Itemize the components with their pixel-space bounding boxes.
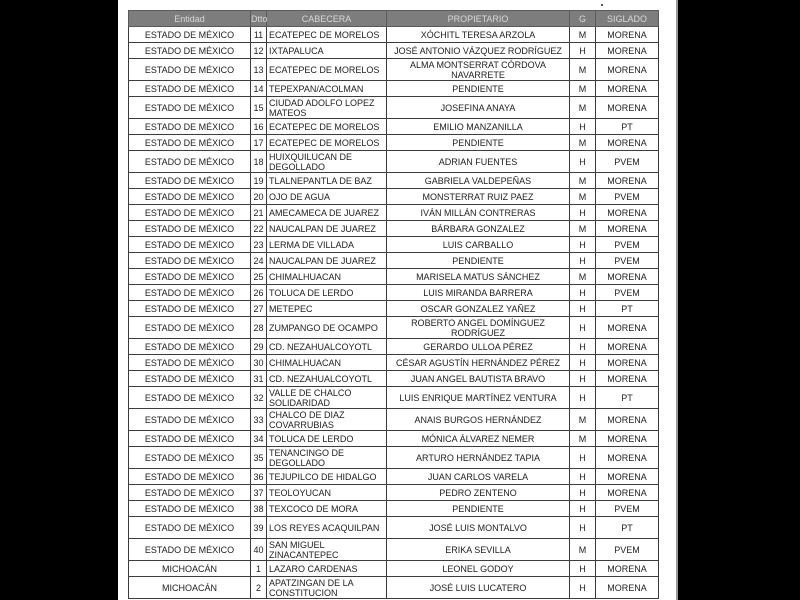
table-row [129,97,659,119]
cell-dtto: 12 [251,43,267,59]
cell-g: M [570,539,596,561]
cell-cabecera: CIUDAD ADOLFO LOPEZ MATEOS [267,97,387,119]
cell-g: H [570,339,596,355]
cell-entidad: ESTADO DE MÉXICO [129,469,251,485]
cell-dtto: 26 [251,285,267,301]
cell-g: M [570,269,596,285]
cell-cabecera: ZUMPANGO DE OCAMPO [267,317,387,339]
cell-cabecera: TLALNEPANTLA DE BAZ [267,173,387,189]
cell-dtto: 21 [251,205,267,221]
cell-propietario: PENDIENTE [387,81,570,97]
cell-cabecera: CD. NEZAHUALCOYOTL [267,371,387,387]
cell-dtto: 17 [251,135,267,151]
table-row [129,269,659,285]
cell-g: M [570,189,596,205]
cell-cabecera: LERMA DE VILLADA [267,237,387,253]
cell-dtto: 15 [251,97,267,119]
table-row [129,253,659,269]
cell-siglado: PVEM [596,189,659,205]
cell-propietario: JOSÉ LUIS LUCATERO [387,577,570,599]
cell-dtto: 38 [251,501,267,517]
cell-dtto: 39 [251,517,267,539]
table-row [129,317,659,339]
cell-siglado: MORENA [596,431,659,447]
cell-cabecera: NAUCALPAN DE JUAREZ [267,253,387,269]
cell-dtto: 30 [251,355,267,371]
cell-entidad: ESTADO DE MÉXICO [129,27,251,43]
cell-g: H [570,355,596,371]
cell-propietario: ADRIAN FUENTES [387,151,570,173]
cell-cabecera: OJO DE AGUA [267,189,387,205]
table-row [129,431,659,447]
cell-siglado: PT [596,119,659,135]
table-row [129,447,659,469]
cell-dtto: 22 [251,221,267,237]
cell-g: H [570,371,596,387]
cell-entidad: ESTADO DE MÉXICO [129,173,251,189]
cell-propietario: PENDIENTE [387,501,570,517]
cell-entidad: ESTADO DE MÉXICO [129,237,251,253]
cell-propietario: ROBERTO ANGEL DOMÍNGUEZ RODRÍGUEZ [387,317,570,339]
cell-cabecera: CHALCO DE DIAZ COVARRUBIAS [267,409,387,431]
table-row [129,409,659,431]
cell-propietario: LUIS ENRIQUE MARTÍNEZ VENTURA [387,387,570,409]
cell-dtto: 14 [251,81,267,97]
cell-dtto: 25 [251,269,267,285]
table-row [129,27,659,43]
cell-siglado: PVEM [596,151,659,173]
cell-g: H [570,577,596,599]
cell-dtto: 34 [251,431,267,447]
cell-cabecera: CD. NEZAHUALCOYOTL [267,339,387,355]
cell-g: M [570,431,596,447]
cell-siglado: PT [596,387,659,409]
cell-cabecera: SAN MIGUEL ZINACANTEPEC [267,539,387,561]
cell-siglado: PT [596,517,659,539]
cell-g: M [570,59,596,81]
table-row [129,151,659,173]
cell-siglado: MORENA [596,27,659,43]
cell-dtto: 2 [251,577,267,599]
cell-g: H [570,301,596,317]
table-row [129,173,659,189]
cell-cabecera: LAZARO CARDENAS [267,561,387,577]
cell-cabecera: ECATEPEC DE MORELOS [267,119,387,135]
cell-entidad: ESTADO DE MÉXICO [129,387,251,409]
table-row [129,59,659,81]
cell-entidad: ESTADO DE MÉXICO [129,119,251,135]
table-row [129,189,659,205]
cell-cabecera: IXTAPALUCA [267,43,387,59]
header-entidad: Entidad [129,11,251,27]
cell-cabecera: AMECAMECA DE JUAREZ [267,205,387,221]
cell-siglado: MORENA [596,485,659,501]
page-edge-line [676,0,678,600]
cell-cabecera: HUIXQUILUCAN DE DEGOLLADO [267,151,387,173]
cell-cabecera: TEOLOYUCAN [267,485,387,501]
cell-g: H [570,501,596,517]
cell-entidad: ESTADO DE MÉXICO [129,447,251,469]
cell-propietario: ANAIS BURGOS HERNÁNDEZ [387,409,570,431]
cell-dtto: 27 [251,301,267,317]
cell-cabecera: TEXCOCO DE MORA [267,501,387,517]
table-row [129,485,659,501]
cell-propietario: PENDIENTE [387,253,570,269]
cell-siglado: PVEM [596,539,659,561]
cell-siglado: MORENA [596,339,659,355]
cell-propietario: PEDRO ZENTENO [387,485,570,501]
cell-entidad: ESTADO DE MÉXICO [129,339,251,355]
cell-g: H [570,285,596,301]
table-row [129,561,659,577]
cell-g: M [570,81,596,97]
cell-g: H [570,205,596,221]
cell-cabecera: METEPEC [267,301,387,317]
cell-cabecera: VALLE DE CHALCO SOLIDARIDAD [267,387,387,409]
cell-entidad: ESTADO DE MÉXICO [129,205,251,221]
cell-entidad: ESTADO DE MÉXICO [129,301,251,317]
cell-siglado: MORENA [596,577,659,599]
cell-cabecera: APATZINGAN DE LA CONSTITUCION [267,577,387,599]
cell-entidad: ESTADO DE MÉXICO [129,517,251,539]
table-row [129,221,659,237]
cell-propietario: ERIKA SEVILLA [387,539,570,561]
cell-siglado: PVEM [596,501,659,517]
cell-g: M [570,409,596,431]
cell-g: M [570,97,596,119]
table-row [129,205,659,221]
cell-entidad: ESTADO DE MÉXICO [129,285,251,301]
header-siglado: SIGLADO [596,11,659,27]
cell-entidad: ESTADO DE MÉXICO [129,81,251,97]
table-row [129,301,659,317]
cell-siglado: MORENA [596,355,659,371]
cell-entidad: ESTADO DE MÉXICO [129,371,251,387]
cell-propietario: MARISELA MATUS SÁNCHEZ [387,269,570,285]
cell-dtto: 31 [251,371,267,387]
cell-entidad: ESTADO DE MÉXICO [129,501,251,517]
cell-cabecera: TEPEXPAN/ACOLMAN [267,81,387,97]
table-row [129,387,659,409]
table-row [129,43,659,59]
cell-siglado: PT [596,301,659,317]
cell-entidad: ESTADO DE MÉXICO [129,59,251,81]
header-g: G [570,11,596,27]
cell-g: M [570,135,596,151]
cell-propietario: MÓNICA ÁLVAREZ NEMER [387,431,570,447]
cell-dtto: 40 [251,539,267,561]
cell-cabecera: TENANCINGO DE DEGOLLADO [267,447,387,469]
cell-entidad: MICHOACÁN [129,561,251,577]
cell-g: H [570,447,596,469]
cell-propietario: XÓCHITL TERESA ARZOLA [387,27,570,43]
cell-entidad: ESTADO DE MÉXICO [129,97,251,119]
cell-dtto: 33 [251,409,267,431]
cell-propietario: BÁRBARA GONZALEZ [387,221,570,237]
table-row [129,539,659,561]
table-row [129,371,659,387]
cell-entidad: ESTADO DE MÉXICO [129,539,251,561]
cell-propietario: MONSTERRAT RUIZ PAEZ [387,189,570,205]
cell-dtto: 18 [251,151,267,173]
cell-g: H [570,119,596,135]
cell-cabecera: TEJUPILCO DE HIDALGO [267,469,387,485]
cell-siglado: MORENA [596,561,659,577]
cell-siglado: MORENA [596,469,659,485]
cell-propietario: LEONEL GODOY [387,561,570,577]
cell-dtto: 35 [251,447,267,469]
cell-dtto: 20 [251,189,267,205]
table-row [129,501,659,517]
cell-entidad: ESTADO DE MÉXICO [129,317,251,339]
cell-cabecera: CHIMALHUACAN [267,355,387,371]
cell-siglado: MORENA [596,317,659,339]
cell-propietario: ARTURO HERNÁNDEZ TAPIA [387,447,570,469]
table-row [129,469,659,485]
cell-cabecera: ECATEPEC DE MORELOS [267,135,387,151]
cell-siglado: MORENA [596,135,659,151]
cell-siglado: MORENA [596,205,659,221]
cell-entidad: ESTADO DE MÉXICO [129,485,251,501]
cell-dtto: 29 [251,339,267,355]
cell-siglado: MORENA [596,43,659,59]
cell-propietario: EMILIO MANZANILLA [387,119,570,135]
cell-g: H [570,237,596,253]
cell-g: M [570,173,596,189]
cell-propietario: GERARDO ULLOA PÉREZ [387,339,570,355]
cell-cabecera: LOS REYES ACAQUILPAN [267,517,387,539]
header-cabecera: CABECERA [267,11,387,27]
cell-propietario: IVÁN MILLÁN CONTRERAS [387,205,570,221]
cell-propietario: LUIS MIRANDA BARRERA [387,285,570,301]
cell-entidad: ESTADO DE MÉXICO [129,409,251,431]
cell-cabecera: ECATEPEC DE MORELOS [267,59,387,81]
cell-siglado: PVEM [596,285,659,301]
cell-dtto: 1 [251,561,267,577]
cell-entidad: ESTADO DE MÉXICO [129,221,251,237]
cell-propietario: LUIS CARBALLO [387,237,570,253]
cell-g: H [570,317,596,339]
cell-g: H [570,485,596,501]
cell-cabecera: TOLUCA DE LERDO [267,431,387,447]
table-row [129,577,659,599]
cell-g: H [570,469,596,485]
cell-siglado: MORENA [596,81,659,97]
table-row [129,517,659,539]
cell-dtto: 28 [251,317,267,339]
cell-dtto: 16 [251,119,267,135]
cell-g: H [570,151,596,173]
table-row [129,135,659,151]
cell-siglado: PVEM [596,237,659,253]
cell-dtto: 19 [251,173,267,189]
cell-entidad: MICHOACÁN [129,577,251,599]
cell-propietario: CÉSAR AGUSTÍN HERNÁNDEZ PÉREZ [387,355,570,371]
cell-siglado: MORENA [596,97,659,119]
cell-entidad: ESTADO DE MÉXICO [129,355,251,371]
table-header-row [129,11,659,27]
cell-cabecera: NAUCALPAN DE JUAREZ [267,221,387,237]
cell-propietario: JOSÉ LUIS MONTALVO [387,517,570,539]
cell-propietario: OSCAR GONZALEZ YAÑEZ [387,301,570,317]
cell-dtto: 36 [251,469,267,485]
cell-g: H [570,561,596,577]
cell-dtto: 37 [251,485,267,501]
cell-propietario: JUAN ANGEL BAUTISTA BRAVO [387,371,570,387]
cell-entidad: ESTADO DE MÉXICO [129,135,251,151]
cell-dtto: 23 [251,237,267,253]
scan-speck [601,4,603,6]
table-row [129,285,659,301]
cell-entidad: ESTADO DE MÉXICO [129,43,251,59]
cell-g: M [570,221,596,237]
document-page [118,0,676,600]
cell-siglado: MORENA [596,221,659,237]
table-row [129,339,659,355]
cell-entidad: ESTADO DE MÉXICO [129,253,251,269]
cell-propietario: GABRIELA VALDEPEÑAS [387,173,570,189]
cell-dtto: 11 [251,27,267,43]
cell-cabecera: TOLUCA DE LERDO [267,285,387,301]
cell-propietario: JOSEFINA ANAYA [387,97,570,119]
cell-entidad: ESTADO DE MÉXICO [129,189,251,205]
cell-propietario: JOSÉ ANTONIO VÁZQUEZ RODRÍGUEZ [387,43,570,59]
candidates-table [128,10,659,599]
cell-siglado: PVEM [596,253,659,269]
cell-g: H [570,387,596,409]
cell-g: H [570,517,596,539]
table-body [129,27,659,599]
cell-entidad: ESTADO DE MÉXICO [129,431,251,447]
cell-g: H [570,43,596,59]
cell-propietario: JUAN CARLOS VARELA [387,469,570,485]
cell-propietario: PENDIENTE [387,135,570,151]
cell-siglado: MORENA [596,371,659,387]
table-row [129,355,659,371]
cell-entidad: ESTADO DE MÉXICO [129,269,251,285]
cell-dtto: 32 [251,387,267,409]
cell-siglado: MORENA [596,59,659,81]
cell-cabecera: ECATEPEC DE MORELOS [267,27,387,43]
cell-entidad: ESTADO DE MÉXICO [129,151,251,173]
cell-propietario: ALMA MONTSERRAT CÓRDOVA NAVARRETE [387,59,570,81]
cell-siglado: MORENA [596,173,659,189]
cell-g: M [570,27,596,43]
cell-g: H [570,253,596,269]
table-row [129,237,659,253]
cell-siglado: MORENA [596,447,659,469]
cell-cabecera: CHIMALHUACAN [267,269,387,285]
table-row [129,81,659,97]
cell-dtto: 24 [251,253,267,269]
cell-siglado: MORENA [596,269,659,285]
table-row [129,119,659,135]
header-propietario: PROPIETARIO [387,11,570,27]
cell-dtto: 13 [251,59,267,81]
header-dtto: Dtto [251,11,267,27]
cell-siglado: MORENA [596,409,659,431]
